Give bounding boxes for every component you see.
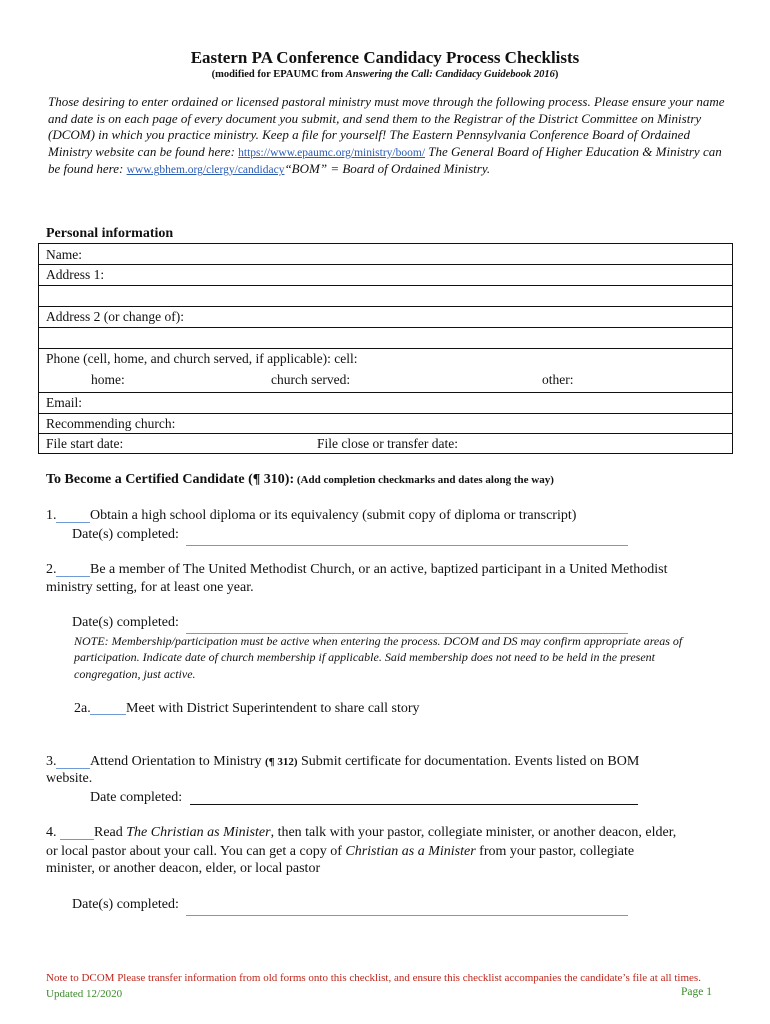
step4-number: 4. [46, 825, 57, 840]
address1-label: Address 1: [46, 267, 105, 282]
step1-number: 1. [46, 508, 57, 523]
step2a-number: 2a. [74, 701, 91, 716]
step1-dates-field[interactable] [186, 545, 628, 546]
email-label: Email: [46, 395, 82, 410]
step3-text-cont: website. [46, 771, 93, 786]
name-row[interactable] [39, 244, 732, 265]
page-title: Eastern PA Conference Candidacy Process Checklists [190, 48, 580, 67]
step4-book-title-2: Christian as a Minister [345, 844, 476, 859]
recommending-church-row[interactable] [39, 413, 732, 434]
step3-text-a: Attend Orientation to Ministry [90, 754, 265, 769]
phone-row[interactable] [39, 348, 732, 393]
page-number: Page 1 [681, 986, 712, 998]
step4-text-a: , then talk with your pastor, collegiate minister, or another deacon, elder, [270, 825, 677, 840]
email-row[interactable] [39, 392, 732, 414]
certified-heading-text: To Become a Certified Candidate (¶ 310): [46, 472, 295, 487]
intro-paragraph [48, 94, 728, 179]
step3-date-field[interactable] [190, 804, 638, 805]
other-phone-label: other: [542, 372, 574, 387]
step4-text-line1 [94, 825, 676, 841]
step2-check-field[interactable] [56, 576, 90, 577]
step2a-check-field[interactable] [90, 714, 126, 715]
page-subtitle [0, 69, 770, 80]
intro-text-3: “BOM” = Board of Ordained Ministry. [284, 161, 491, 177]
subtitle-prefix: (modified for EPAUMC from [211, 69, 346, 80]
intro-text-2: The General Board of Higher Education & Ministry can be found here: [48, 143, 722, 177]
address2-row[interactable] [39, 306, 732, 328]
certified-heading-note: (Add completion checkmarks and dates along the way) [294, 474, 554, 486]
step1-check-field[interactable] [56, 522, 90, 523]
step2-text: Be a member of The United Methodist Church, or an active, baptized participant in a United Methodist [90, 562, 668, 577]
step1-text: Obtain a high school diploma or its equivalency (submit copy of diploma or transcript) [90, 508, 577, 523]
step3-number: 3. [46, 754, 57, 769]
church-phone-label: church served: [271, 372, 351, 387]
step2a-text: Meet with District Superintendent to share call story [126, 701, 420, 716]
intro-text-1: Those desiring to enter ordained or licensed pastoral ministry must move through the following process. Please ensure your name and date is on each page of every document you submit, and send them to the Registrar of the District Committee on Ministry (DCOM) in which you practice ministry. Keep a file for yourself! The Eastern Pennsylvania Conference Board of Ordained Ministry website can be found here: [48, 94, 725, 159]
step4-text-line3: minister, or another deacon, elder, or local pastor [46, 861, 321, 876]
certified-candidate-heading [46, 472, 554, 488]
step4-text-line2 [46, 844, 634, 860]
step4-check-field[interactable] [60, 839, 94, 840]
subtitle-source: Answering the Call: Candidacy Guidebook 2016 [345, 69, 555, 80]
step3-date-label: Date completed: [90, 790, 183, 805]
step3-text [90, 754, 639, 770]
address2-line2-row[interactable] [39, 327, 732, 349]
personal-info-table [38, 243, 733, 454]
footer-note [46, 970, 716, 1002]
boom-website-link[interactable]: https://www.epaumc.org/ministry/boom/ [238, 146, 426, 159]
file-start-label: File start date: [46, 436, 124, 451]
step3-check-field[interactable] [56, 768, 90, 769]
step4-text-b1: or local pastor about your call. You can get a copy of [46, 844, 346, 859]
step2-number: 2. [46, 562, 57, 577]
address2-label: Address 2 (or change of): [46, 309, 184, 324]
gbhem-website-link[interactable]: www.gbhem.org/clergy/candidacy [126, 164, 285, 177]
step2-note: NOTE: Membership/participation must be active when entering the process. DCOM and DS may confirm appropriate areas of participation. Indicate date of church membership if applicable. Said membership does not need to be held in the present congregation, just active. [74, 634, 683, 681]
step1-dates-label: Date(s) completed: [72, 527, 179, 542]
footer-dcom-note: Note to DCOM Please transfer information from old forms onto this checklist, and ensure this checklist accompanies the candidate’s file at all times. [46, 972, 701, 984]
step3-text-b: Submit certificate for documentation. Events listed on BOM [297, 754, 640, 769]
footer-updated: Updated 12/2020 [46, 988, 123, 1000]
name-label: Name: [46, 247, 82, 262]
step4-dates-label: Date(s) completed: [72, 897, 179, 912]
subtitle-suffix: ) [554, 69, 559, 80]
address1-line2-row[interactable] [39, 285, 732, 307]
step4-text-b2: from your pastor, collegiate [475, 844, 635, 859]
step2-dates-label: Date(s) completed: [72, 615, 179, 630]
personal-info-heading: Personal information [46, 226, 174, 241]
step4-dates-field[interactable] [186, 915, 628, 916]
step4-book-title: The Christian as Minister [126, 825, 271, 840]
step3-paragraph-ref: (¶ 312) [264, 756, 298, 768]
file-dates-row[interactable] [39, 433, 732, 454]
file-close-label: File close or transfer date: [317, 436, 458, 451]
address1-row[interactable] [39, 264, 732, 286]
home-phone-label: home: [91, 372, 125, 387]
recommending-church-label: Recommending church: [46, 416, 176, 431]
phone-label: Phone (cell, home, and church served, if applicable): cell: [46, 351, 358, 366]
step4-read: Read [94, 825, 127, 840]
step2-text-cont: ministry setting, for at least one year. [46, 580, 254, 595]
